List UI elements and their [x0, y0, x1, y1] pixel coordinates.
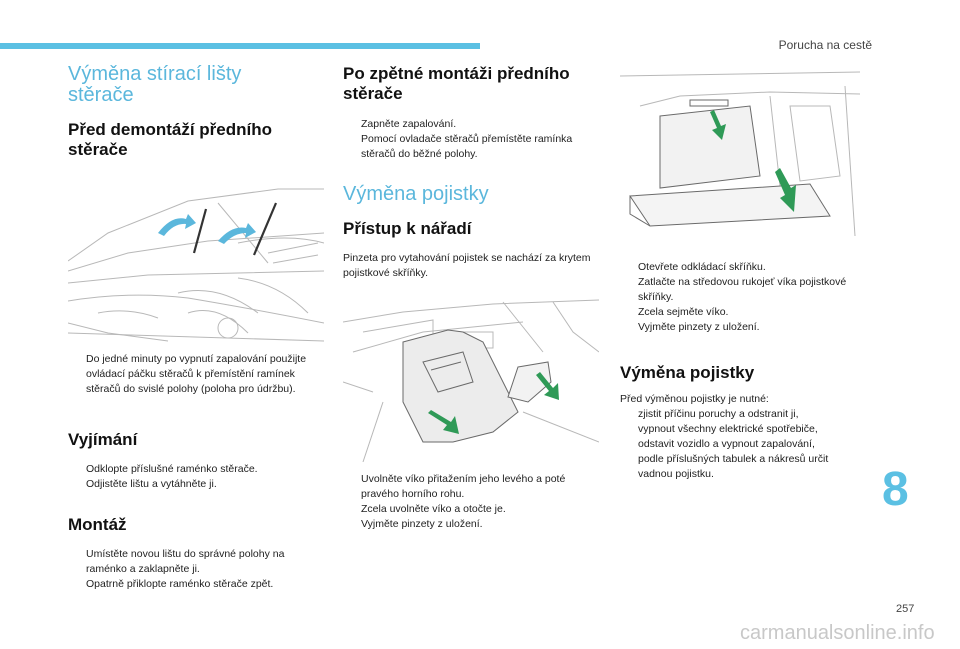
- fuse-prereq: [620, 392, 865, 482]
- header-accent-bar: [0, 43, 480, 49]
- column-2: [343, 64, 599, 281]
- installation-steps: [68, 547, 324, 592]
- list-item: Umístěte novou lištu do správné polohy na raménko a zaklapněte ji.: [86, 548, 285, 575]
- heading-tool-access: Přístup k nářadí: [343, 219, 472, 238]
- chapter-number: 8: [882, 463, 909, 516]
- page-number: 257: [896, 603, 915, 615]
- heading-after-reinstall: Po zpětné montáži předního stěrače: [343, 64, 570, 103]
- list-item: Opatrně přiklopte raménko stěrače zpět.: [86, 578, 274, 590]
- heading-removal: Vyjímání: [68, 430, 138, 449]
- list-item: Vyjměte pinzety z uložení.: [361, 518, 483, 530]
- list-item: Odklopte příslušné raménko stěrače.: [86, 463, 258, 475]
- list-item: odstavit vozidlo a vypnout zapalování,: [638, 438, 815, 450]
- list-item: Zatlačte na středovou rukojeť víka pojistkové skříňky.: [638, 276, 847, 303]
- fuse-cover-illustration: [343, 292, 599, 462]
- windshield-wiper-illustration: [68, 183, 324, 343]
- column-1: [68, 64, 324, 160]
- list-item: Zcela sejměte víko.: [638, 306, 729, 318]
- tool-location-text: Pinzeta pro vytahování pojistek se nachází za krytem pojistkové skříňky.: [343, 252, 591, 279]
- list-item: Odjistěte lištu a vytáhněte ji.: [86, 478, 217, 490]
- list-item: podle příslušných tabulek a nákresů určit vadnou pojistku.: [638, 453, 829, 480]
- heading-before-removal: Před demontáží předního stěrače: [68, 120, 273, 159]
- heading-installation: Montáž: [68, 515, 127, 534]
- list-item: Zcela uvolněte víko a otočte je.: [361, 503, 506, 515]
- heading-wiper-replacement: Výměna stírací lišty stěrače: [68, 63, 242, 106]
- section-title: Porucha na cestě: [778, 38, 872, 52]
- list-item: vypnout všechny elektrické spotřebiče,: [638, 423, 818, 435]
- list-item: Otevřete odkládací skříňku.: [638, 261, 766, 273]
- after-reinstall-steps: [343, 117, 599, 162]
- cover-release-steps: [343, 472, 599, 532]
- list-item: Vyjměte pinzety z uložení.: [638, 321, 760, 333]
- heading-fuse-replacement: Výměna pojistky: [343, 183, 489, 205]
- heading-fuse-replace: Výměna pojistky: [620, 363, 755, 382]
- prereq-intro: Před výměnou pojistky je nutné:: [620, 393, 769, 405]
- glovebox-illustration: [620, 66, 860, 246]
- list-item: zjistit příčinu poruchy a odstranit ji,: [638, 408, 799, 420]
- list-item: Uvolněte víko přitažením jeho levého a poté pravého horního rohu.: [361, 473, 566, 500]
- list-item: Zapněte zapalování.: [361, 118, 457, 130]
- list-item: Pomocí ovladače stěračů přemístěte ramínka stěračů do běžné polohy.: [361, 133, 573, 160]
- list-item: Do jedné minuty po vypnutí zapalování použijte ovládací páčku stěračů k přemístění ramínek stěračů do svislé polohy (poloha pro údržbu).: [86, 353, 307, 395]
- removal-steps: [68, 462, 324, 492]
- watermark: carmanualsonline.info: [740, 622, 935, 644]
- glovebox-steps: [620, 260, 860, 335]
- before-removal-steps: [68, 352, 324, 397]
